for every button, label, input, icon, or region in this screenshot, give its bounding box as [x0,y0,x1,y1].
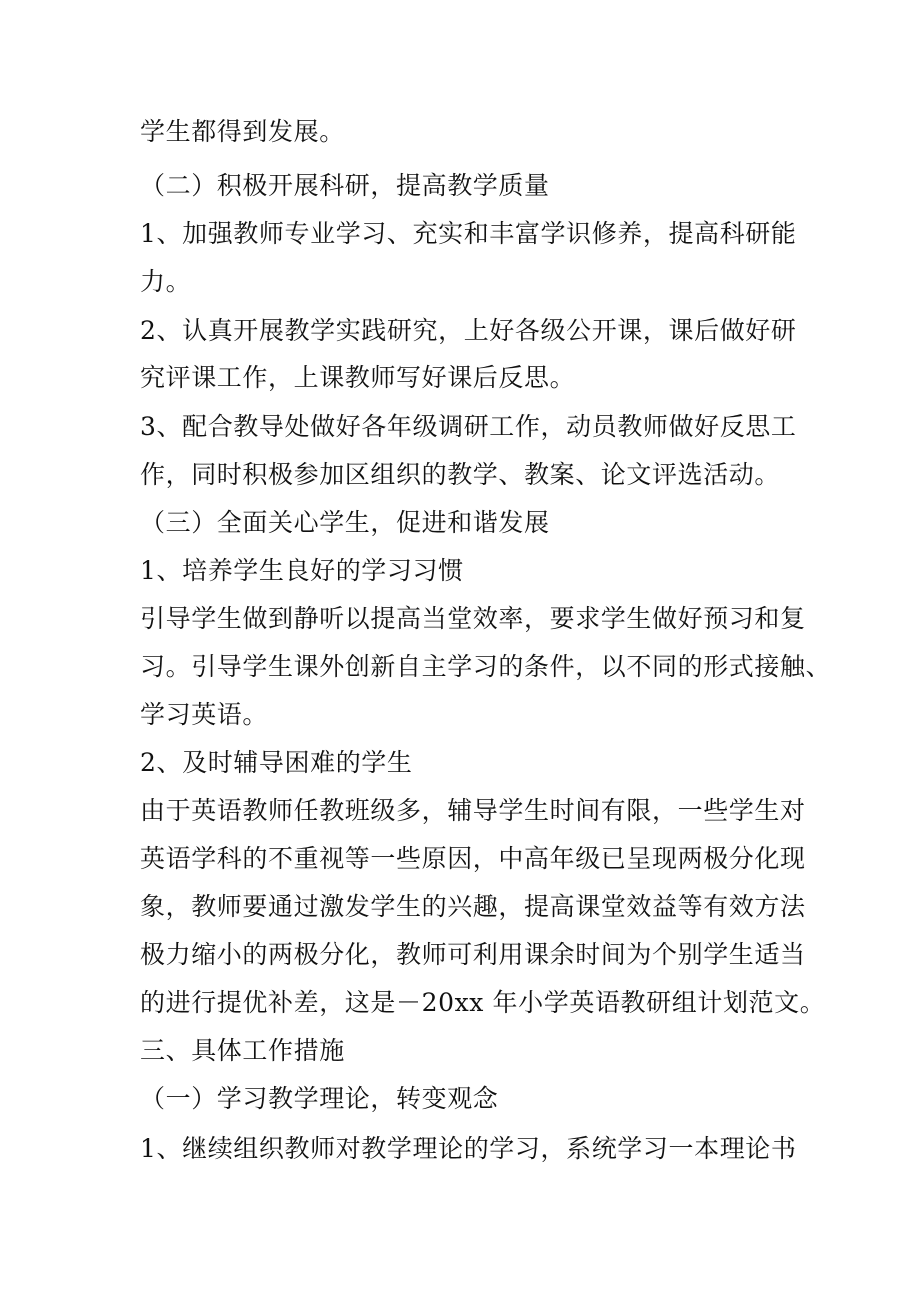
section-heading: （三）全面关心学生，促进和谐发展 [140,508,550,537]
text-line: 的进行提优补差，这是－20xx 年小学英语教研组计划范文。 [140,988,826,1017]
text-line: 3、配合教导处做好各年级调研工作，动员教师做好反思工 [140,412,797,441]
section-heading: （一）学习教学理论，转变观念 [140,1084,499,1113]
text-line: 1、加强教师专业学习、充实和丰富学识修养，提高科研能 [140,219,797,248]
text-line: 1、继续组织教师对教学理论的学习，系统学习一本理论书 [140,1134,797,1163]
text-line: 2、及时辅导困难的学生 [140,748,413,777]
text-line: 由于英语教师任教班级多，辅导学生时间有限，一些学生对 [140,796,806,825]
section-heading: （二）积极开展科研，提高教学质量 [140,171,550,200]
text-line: 究评课工作，上课教师写好课后反思。 [140,363,576,392]
text-line: 引导学生做到静听以提高当堂效率，要求学生做好预习和复 [140,604,806,633]
text-line: 2、认真开展教学实践研究，上好各级公开课，课后做好研 [140,316,797,345]
text-line: 力。 [140,267,192,296]
text-line: 1、培养学生良好的学习习惯 [140,556,464,585]
text-line: 习。引导学生课外创新自主学习的条件，以不同的形式接触、 [140,652,832,681]
section-heading: 三、具体工作措施 [140,1036,345,1065]
text-line: 学习英语。 [140,700,269,729]
text-line: 英语学科的不重视等一些原因，中高年级已呈现两极分化现 [140,844,806,873]
text-line: 学生都得到发展。 [140,117,345,146]
text-line: 极力缩小的两极分化，教师可利用课余时间为个别学生适当 [140,940,806,969]
text-line: 象，教师要通过激发学生的兴趣，提高课堂效益等有效方法 [140,892,806,921]
text-line: 作，同时积极参加区组织的教学、教案、论文评选活动。 [140,460,781,489]
